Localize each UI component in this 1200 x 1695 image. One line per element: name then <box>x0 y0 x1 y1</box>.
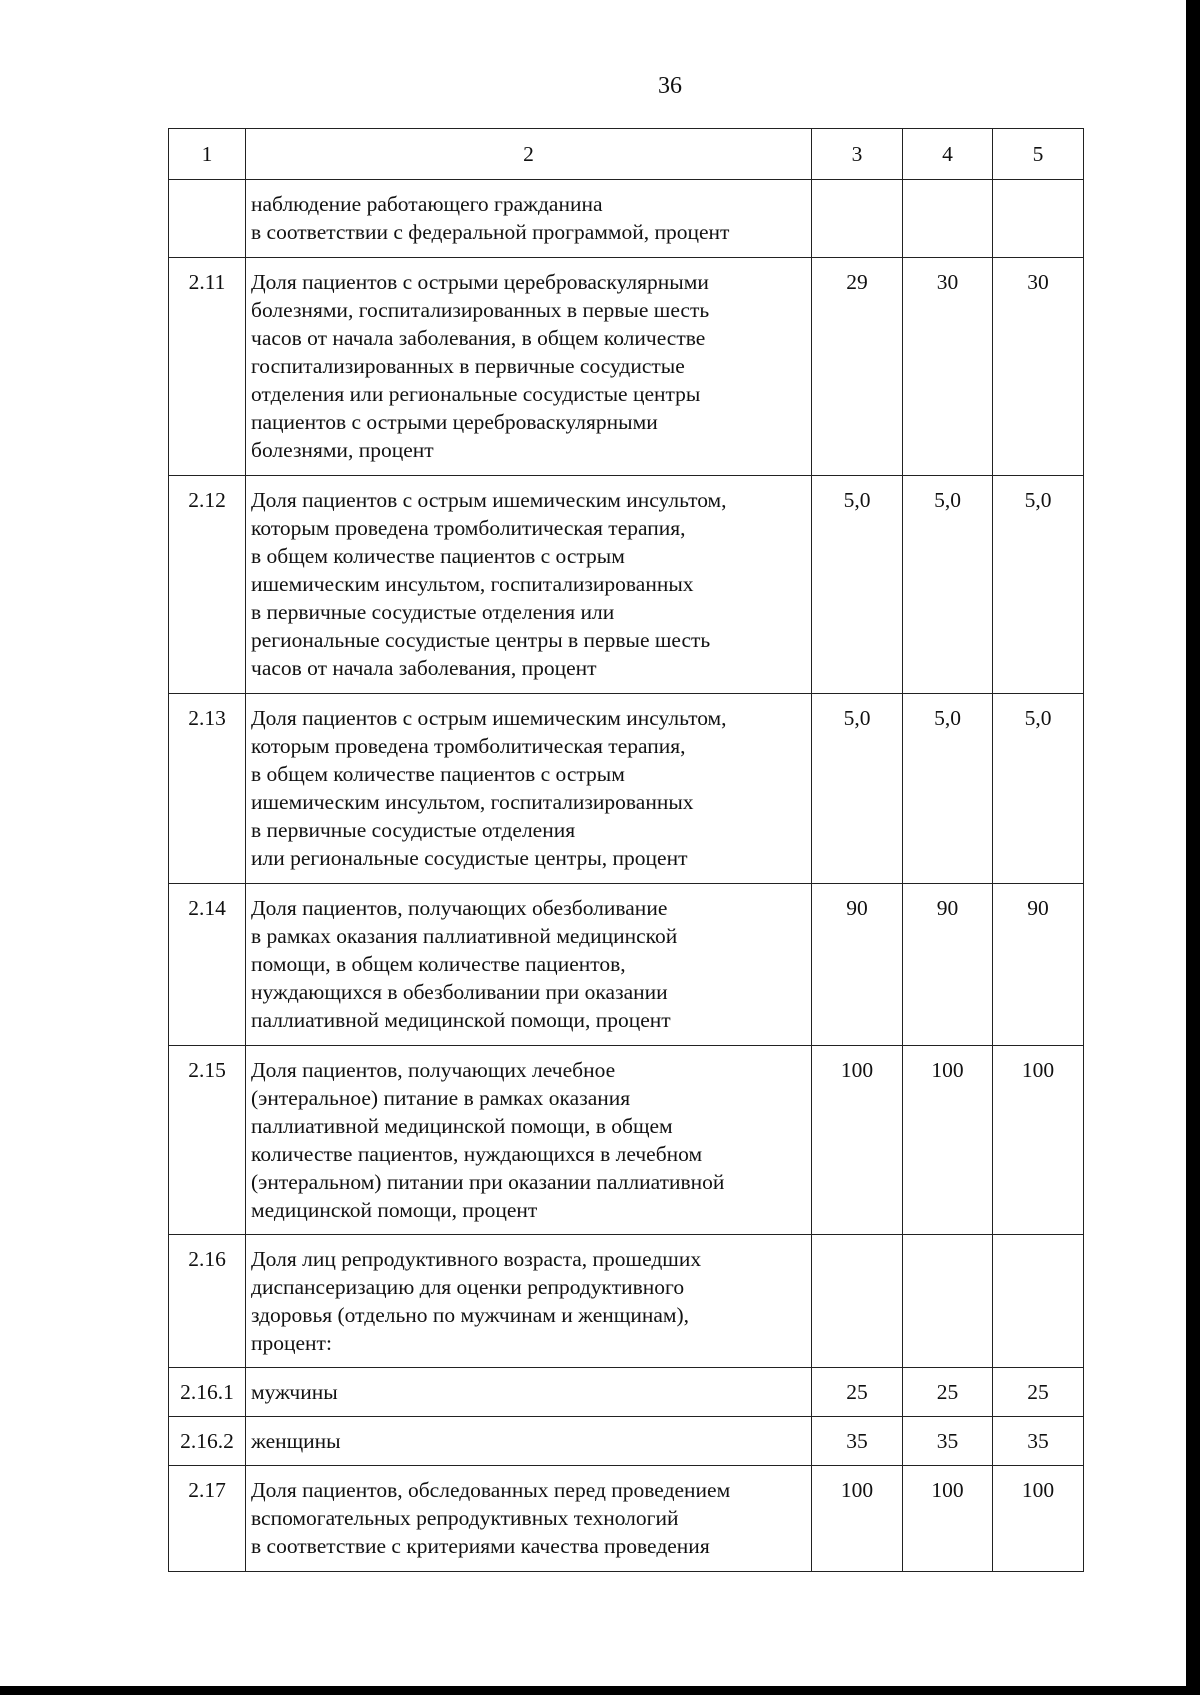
indicators-table <box>168 128 1084 1572</box>
row-description: Доля пациентов, получающих обезболивание в рамках оказания паллиативной медицинской помощи, в общем количестве пациентов, нуждающихся в обезболивании при оказании паллиативной медицинской помощи, процент <box>246 884 812 1046</box>
value-col-4 <box>903 180 993 258</box>
value-col-4: 5,0 <box>903 694 993 884</box>
value-col-3: 5,0 <box>812 476 903 694</box>
value-col-3 <box>812 180 903 258</box>
value-col-5: 30 <box>993 258 1084 476</box>
table-row <box>169 258 1084 476</box>
value-col-3: 90 <box>812 884 903 1046</box>
table-row <box>169 1368 1084 1417</box>
row-number: 2.12 <box>169 476 246 694</box>
value-col-4: 100 <box>903 1046 993 1235</box>
row-description: мужчины <box>246 1368 812 1417</box>
value-col-4: 90 <box>903 884 993 1046</box>
value-col-4: 25 <box>903 1368 993 1417</box>
table-row <box>169 476 1084 694</box>
value-col-3: 25 <box>812 1368 903 1417</box>
table-row <box>169 180 1084 258</box>
table-header-row <box>169 129 1084 180</box>
value-col-3 <box>812 1235 903 1368</box>
value-col-5: 100 <box>993 1046 1084 1235</box>
row-number: 2.14 <box>169 884 246 1046</box>
value-col-3: 100 <box>812 1466 903 1572</box>
column-header-2: 2 <box>246 129 812 180</box>
value-col-5: 35 <box>993 1417 1084 1466</box>
value-col-3: 100 <box>812 1046 903 1235</box>
value-col-3: 35 <box>812 1417 903 1466</box>
table-row <box>169 1417 1084 1466</box>
value-col-5 <box>993 180 1084 258</box>
row-number: 2.16 <box>169 1235 246 1368</box>
row-number <box>169 180 246 258</box>
value-col-4: 100 <box>903 1466 993 1572</box>
row-description: Доля пациентов, получающих лечебное (энтеральное) питание в рамках оказания паллиативной медицинской помощи, в общем количестве пациентов, нуждающихся в лечебном (энтеральном) питании при оказании паллиативной медицинской помощи, процент <box>246 1046 812 1235</box>
row-number: 2.13 <box>169 694 246 884</box>
row-description: наблюдение работающего гражданина в соответствии с федеральной программой, процент <box>246 180 812 258</box>
table-row <box>169 1235 1084 1368</box>
page-number: 36 <box>658 73 682 99</box>
table-row <box>169 694 1084 884</box>
value-col-5: 5,0 <box>993 694 1084 884</box>
value-col-4: 35 <box>903 1417 993 1466</box>
value-col-5: 25 <box>993 1368 1084 1417</box>
row-description: Доля пациентов с острым ишемическим инсультом, которым проведена тромболитическая терапия, в общем количестве пациентов с острым ишемическим инсультом, госпитализированных в первичные сосудистые отделения или региональные сосудистые центры, процент <box>246 694 812 884</box>
value-col-4 <box>903 1235 993 1368</box>
column-header-1: 1 <box>169 129 246 180</box>
row-number: 2.15 <box>169 1046 246 1235</box>
row-description: Доля пациентов с острым ишемическим инсультом, которым проведена тромболитическая терапия, в общем количестве пациентов с острым ишемическим инсультом, госпитализированных в первичные сосудистые отделения или региональные сосудистые центры в первые шесть часов от начала заболевания, процент <box>246 476 812 694</box>
table-row <box>169 1046 1084 1235</box>
value-col-4: 30 <box>903 258 993 476</box>
row-description: Доля пациентов, обследованных перед проведением вспомогательных репродуктивных технологий в соответствие с критериями качества проведения <box>246 1466 812 1572</box>
row-number: 2.16.1 <box>169 1368 246 1417</box>
table-row <box>169 884 1084 1046</box>
row-number: 2.16.2 <box>169 1417 246 1466</box>
value-col-5 <box>993 1235 1084 1368</box>
value-col-5: 100 <box>993 1466 1084 1572</box>
row-number: 2.11 <box>169 258 246 476</box>
column-header-5: 5 <box>993 129 1084 180</box>
value-col-5: 5,0 <box>993 476 1084 694</box>
value-col-3: 5,0 <box>812 694 903 884</box>
value-col-4: 5,0 <box>903 476 993 694</box>
value-col-5: 90 <box>993 884 1084 1046</box>
column-header-4: 4 <box>903 129 993 180</box>
row-description: Доля пациентов с острыми цереброваскулярными болезнями, госпитализированных в первые шесть часов от начала заболевания, в общем количестве госпитализированных в первичные сосудистые отделения или региональные сосудистые центры пациентов с острыми цереброваскулярными болезнями, процент <box>246 258 812 476</box>
value-col-3: 29 <box>812 258 903 476</box>
table-row <box>169 1466 1084 1572</box>
column-header-3: 3 <box>812 129 903 180</box>
row-description: Доля лиц репродуктивного возраста, прошедших диспансеризацию для оценки репродуктивного здоровья (отдельно по мужчинам и женщинам), процент: <box>246 1235 812 1368</box>
row-number: 2.17 <box>169 1466 246 1572</box>
row-description: женщины <box>246 1417 812 1466</box>
